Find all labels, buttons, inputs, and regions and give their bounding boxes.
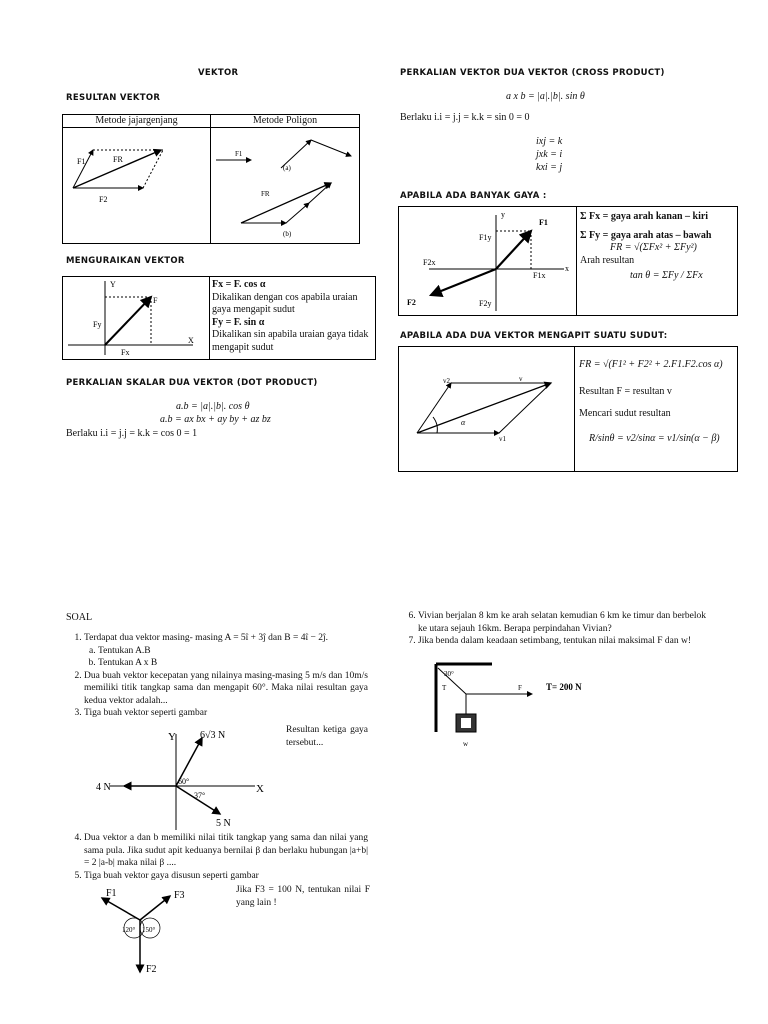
svg-text:F1y: F1y (479, 233, 492, 242)
q5-f3: F3 (174, 890, 185, 901)
svg-text:α: α (461, 418, 466, 427)
q3-axis-y: Y (168, 731, 176, 743)
soal-title: SOAL (66, 612, 93, 623)
cross-formula-1: a x b = |a|.|b|. sin θ (506, 91, 585, 102)
banyak-label-f1: F1 (539, 218, 548, 227)
col-jajargenjang: Metode jajargenjang (95, 115, 178, 126)
svg-text:Fx: Fx (121, 348, 130, 357)
cross-jxk: jxk = i (536, 149, 563, 160)
label-fr: FR (113, 155, 123, 164)
q5-f1: F1 (106, 888, 117, 899)
cos-note: Dikalikan dengan cos apabila uraian gaya mengapit sudut (212, 291, 358, 315)
q3-bottom-force: 5 N (216, 818, 231, 829)
question-7: 7. Jika benda dalam keadaan setimbang, tentukan nilai maksimal F dan w! (418, 635, 706, 648)
q5-angle-150: 150° (142, 926, 156, 934)
sum-fy: Σ Fy = gaya arah atas – bawah (580, 229, 712, 241)
cross-ixj: ixj = k (536, 136, 563, 147)
poly-fr: FR (261, 190, 270, 198)
svg-text:Fy: Fy (93, 320, 102, 329)
question-5: 5. Tiga buah vektor gaya disusun seperti gambar (84, 870, 368, 883)
decomposition-diagram (63, 277, 209, 359)
resultan-note: Resultan F = resultan v (579, 385, 672, 397)
q3-vector-figure (90, 726, 280, 830)
tan-formula: tan θ = ΣFy / ΣFx (630, 270, 703, 281)
mengurai-table (62, 276, 376, 360)
q5-force-figure (88, 884, 198, 980)
q7-force-label: F (518, 684, 522, 692)
fx-formula: Fx = F. cos α (212, 279, 266, 290)
soal-list-left (66, 632, 368, 720)
mengapit-heading: APABILA ADA DUA VEKTOR MENGAPIT SUATU SUDUT: (400, 331, 668, 341)
axis-x-label: X (188, 336, 194, 345)
q3-angle-37: 37° (194, 791, 206, 800)
fr-cos-formula: FR = √(F1² + F2² + 2.F1.F2.cos α) (579, 359, 723, 370)
dot-formula-2: a.b = ax bx + ay by + az bz (160, 414, 271, 425)
parallelogram-diagram (63, 128, 210, 242)
svg-text:F2y: F2y (479, 299, 492, 308)
q3-axis-x: X (256, 783, 264, 795)
mengurai-heading: MENGURAIKAN VEKTOR (66, 256, 185, 266)
page-title: VEKTOR (198, 68, 239, 78)
banyak-label-f2: F2 (407, 298, 416, 307)
arah-label: Arah resultan (580, 254, 635, 266)
angle-diagram (399, 347, 574, 471)
skalar-heading: PERKALIAN SKALAR DUA VEKTOR (DOT PRODUCT) (66, 378, 318, 388)
sudut-note: Mencari sudut resultan (579, 408, 671, 419)
cross-formula-2: Berlaku i.i = j.j = k.k = sin 0 = 0 (400, 112, 530, 123)
svg-text:F: F (153, 296, 158, 305)
q7-angle: 30° (444, 670, 454, 678)
resultan-table (62, 114, 360, 244)
sin-note: Dikalikan sin apabila uraian gaya tidak mengapit sudut (212, 329, 369, 353)
q3-angle-60: 60° (178, 777, 190, 786)
label-f1: F1 (77, 157, 86, 166)
banyak-heading: APABILA ADA BANYAK GAYA : (400, 191, 547, 201)
forces-diagram (399, 207, 576, 315)
q3-top-force: 6√3 N (200, 730, 226, 741)
q3-left-force: 4 N (96, 782, 111, 793)
question-6: 6. Vivian berjalan 8 km ke arah selatan kemudian 6 km ke timur dan berbelok ke utara sejauh 16km. Berapa perpindahan Vivian? (418, 610, 706, 635)
svg-text:F1x: F1x (533, 271, 546, 280)
mengapit-table (398, 346, 738, 472)
question-2: 2. Dua buah vektor kecepatan yang nilainya masing-masing 5 m/s dan 10m/s memiliki titik tangkap sama dan mengapit 60°. Maka nilai resultan gaya kedua vektor adalah... (84, 670, 368, 708)
soal-list-left-2 (66, 832, 368, 882)
poly-f1: F1 (235, 150, 243, 158)
svg-text:x: x (565, 264, 569, 273)
poly-label-a: (a) (283, 164, 291, 172)
question-3: 3. Tiga buah vektor seperti gambar (84, 707, 368, 720)
svg-text:y: y (501, 210, 505, 219)
banyak-table (398, 206, 738, 316)
dot-formula-3: Berlaku i.i = j.j = k.k = cos 0 = 1 (66, 428, 198, 439)
q3-side-text: Resultan ketiga gaya tersebut... (286, 725, 368, 748)
cross-heading: PERKALIAN VEKTOR DUA VEKTOR (CROSS PRODUCT) (400, 68, 665, 78)
cross-kxi: kxi = j (536, 162, 563, 173)
sum-fx: Σ Fx = gaya arah kanan – kiri (580, 211, 709, 222)
col-poligon: Metode Poligon (252, 115, 318, 126)
svg-text:v1: v1 (499, 435, 506, 443)
q5-side-text: Jika F3 = 100 N, tentukan nilai F yang lain ! (236, 885, 370, 908)
poly-label-b: (b) (283, 230, 292, 238)
q5-f2: F2 (146, 964, 157, 975)
soal-list-right (400, 610, 706, 648)
polygon-diagram (211, 128, 358, 242)
axis-y-label: Y (110, 280, 116, 289)
q7-tension-value: T= 200 N (546, 682, 582, 692)
dot-formula-1: a.b = |a|.|b|. cos θ (176, 401, 250, 412)
svg-text:F2x: F2x (423, 258, 436, 267)
q7-weight-label: w (463, 740, 469, 748)
question-4: 4. Dua vektor a dan b memiliki nilai titik tangkap yang sama dan nilai yang sama pula. Jika sudut apit keduanya bernilai β dan berlaku hubungan |a+b| = 2 |a-b| maka nilai β .... (84, 832, 368, 870)
question-1b: b. Tentukan A x B (98, 657, 368, 670)
q7-tension-label: T (442, 684, 447, 692)
q5-angle-120: 120° (122, 926, 136, 934)
svg-text:v: v (519, 375, 523, 383)
label-f2: F2 (99, 195, 108, 204)
svg-text:v2: v2 (443, 377, 450, 385)
question-1a: a. Tentukan A.B (98, 645, 368, 658)
fr-formula: FR = √(ΣFx² + ΣFy²) (610, 242, 697, 253)
q7-equilibrium-figure (418, 660, 618, 752)
fy-formula: Fy = F. sin α (212, 316, 265, 328)
resultan-heading: RESULTAN VEKTOR (66, 93, 161, 103)
sine-rule: R/sinθ = v2/sinα = v1/sin(α − β) (589, 432, 720, 444)
question-1: 1. Terdapat dua vektor masing- masing A = 5î + 3ĵ dan B = 4î − 2ĵ. a. Tentukan A.B b. Tentukan A x B (84, 632, 368, 670)
